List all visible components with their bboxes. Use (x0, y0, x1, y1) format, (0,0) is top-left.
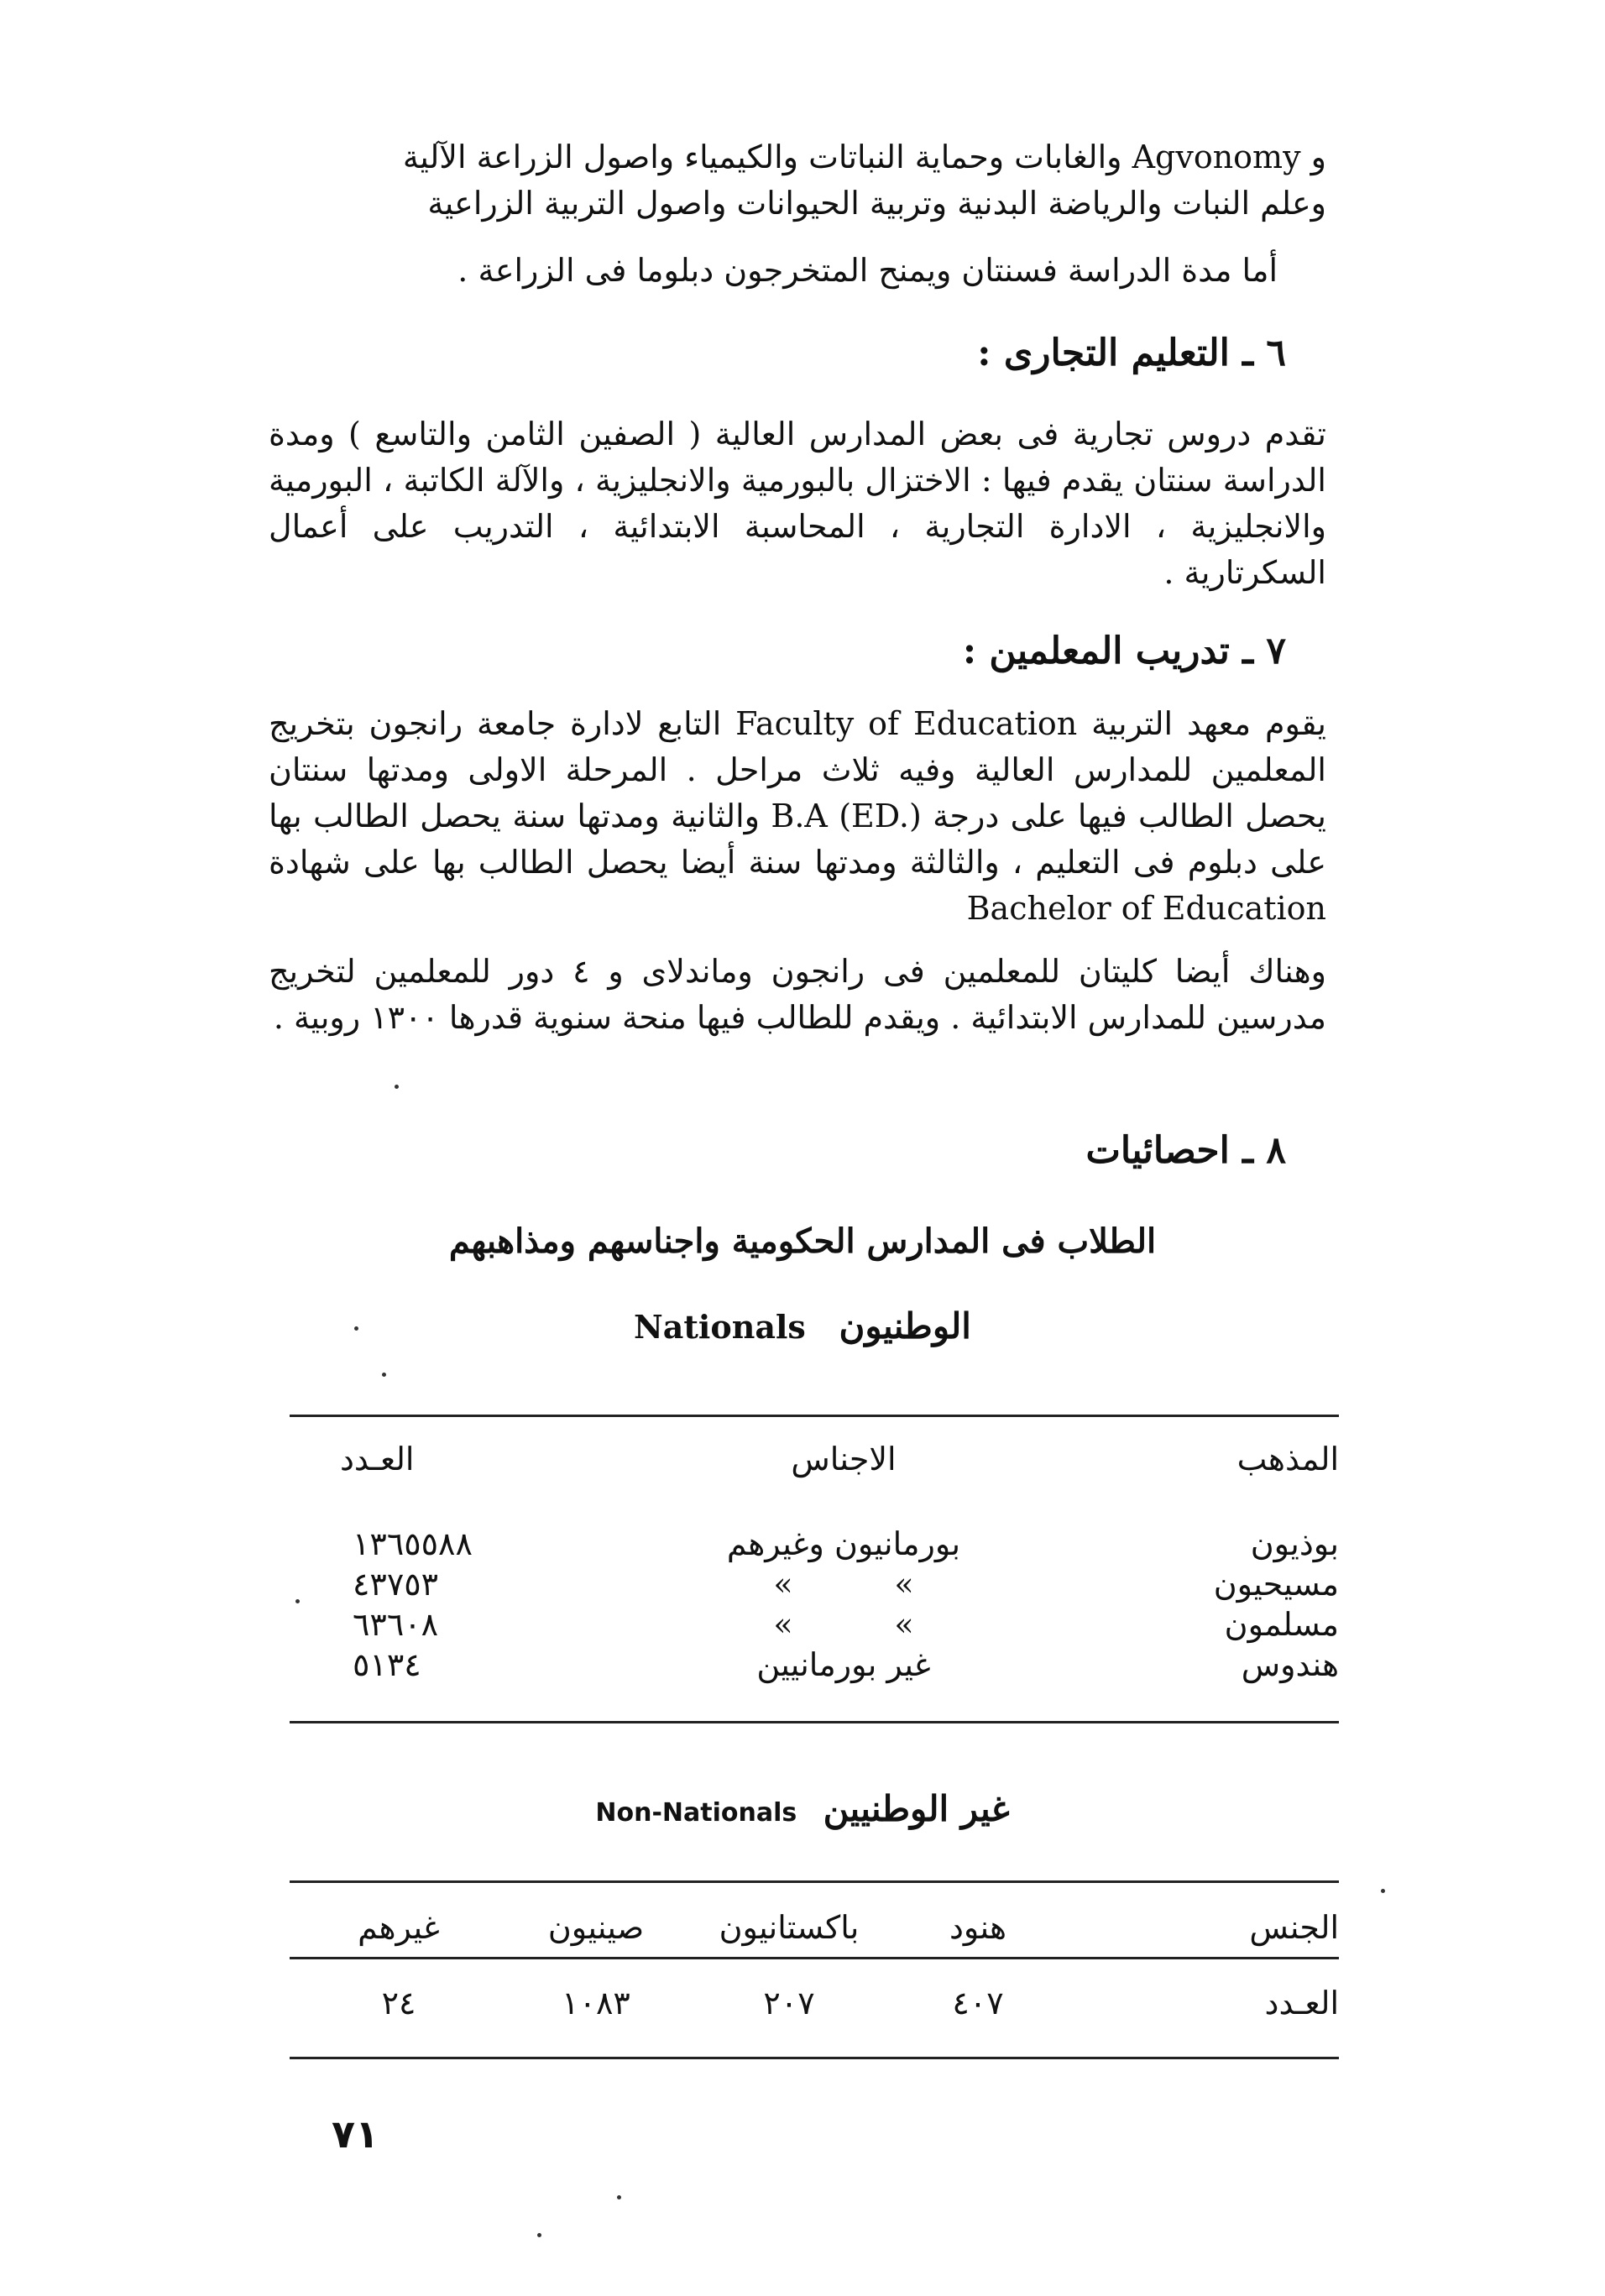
race-cell: » » (773, 1606, 914, 1643)
section-8-heading: ٨ ـ احصائيات (1085, 1129, 1286, 1172)
statistics-table-title: الطلاب فى المدارس الحكومية واجناسهم ومذاهبهم (448, 1221, 1157, 1261)
header-religion: المذهب (1236, 1440, 1339, 1477)
header-sex: الجنس (1249, 1909, 1339, 1947)
nationals-title-en: Nationals (634, 1308, 806, 1346)
count-pakistanis: ٢٠٧ (763, 1984, 815, 2021)
section-7-heading: ٧ ـ تدريب المعلمين : (962, 630, 1286, 672)
count-cell: ٥١٣٤ (353, 1646, 421, 1683)
count-cell: ١٣٦٥٥٨٨ (353, 1525, 473, 1562)
section-7-paragraph-2: وهناك أيضا كليتان للمعلمين فى رانجون وماندلاى و ٤ دور للمعلمين لتخريج مدرسين للمدارس الابتدائية . ويقدم للطالب فيها منحة سنوية قدرها ١٣٠٠ روبية . (269, 953, 1326, 1036)
header-chinese: صينيون (547, 1909, 645, 1947)
scan-speck (1381, 1889, 1385, 1893)
section-6-heading: ٦ ـ التعليم التجارى : (977, 332, 1286, 374)
non-nationals-title-ar: غير الوطنيين (823, 1788, 1010, 1829)
religion-cell: مسلمون (1224, 1606, 1339, 1643)
nationals-header-row (290, 1427, 1339, 1490)
count-chinese: ١٠٨٣ (562, 1984, 630, 2021)
nationals-table (290, 1427, 1339, 1685)
non-nationals-title-en: Non-Nationals (595, 1798, 797, 1828)
non-nationals-top-rule (290, 1880, 1339, 1883)
table-row (290, 1524, 1339, 1564)
intro-line-2: وعلم النبات والرياضة البدنية وتربية الحيوانات واصول التربية الزراعية (427, 185, 1326, 222)
table-row (290, 1604, 1339, 1645)
intro-duration: أما مدة الدراسة فسنتان ويمنح المتخرجون دبلوما فى الزراعة . (457, 252, 1278, 289)
religion-cell: مسيحيون (1213, 1566, 1339, 1603)
header-count: العـدد (340, 1440, 415, 1477)
scan-speck (537, 2233, 541, 2237)
count-cell: ٤٣٧٥٣ (353, 1566, 439, 1603)
count-others: ٢٤ (381, 1984, 416, 2021)
nationals-title-ar: الوطنيون (839, 1305, 971, 1347)
table-row (290, 1645, 1339, 1685)
race-cell: بورمانيون وغيرهم (726, 1525, 961, 1562)
race-cell: » » (773, 1566, 914, 1603)
nationals-title (0, 1305, 1605, 1347)
page-number: ٧١ (332, 2111, 379, 2157)
section-7-paragraph-1: يقوم معهد التربية Faculty of Education التابع لادارة جامعة رانجون بتخريج المعلمين للمدارس العالية وفيه ثلاث مراحل . المرحلة الاولى ومدتها سنتان يحصل الطالب فيها على درجة B.A (ED.) والثانية ومدتها سنة يحصل الطالب بها على دبلوم فى التعليم ، والثالثة ومدتها سنة أيضا يحصل الطالب بها على شهادة Bachelor of Education (269, 705, 1326, 927)
nationals-top-rule (290, 1415, 1339, 1417)
scan-speck (382, 1373, 386, 1377)
count-label: العـدد (1264, 1984, 1339, 2021)
count-cell: ٦٣٦٠٨ (353, 1606, 439, 1643)
scan-speck (354, 1326, 358, 1331)
count-indians: ٤٠٧ (952, 1984, 1004, 2021)
non-nationals-table (290, 1899, 1339, 2028)
non-nationals-title (0, 1788, 1605, 1829)
religion-cell: هندوس (1241, 1646, 1339, 1683)
header-pakistanis: باكستانيون (719, 1909, 860, 1947)
scan-speck (395, 1085, 399, 1089)
intro-line-1: و Agvonomy والغابات وحماية النباتات والكيمياء واصول الزراعة الآلية (402, 139, 1326, 175)
nationals-bottom-rule (290, 1721, 1339, 1723)
table-row (290, 1564, 1339, 1604)
header-race: الاجناس (791, 1440, 897, 1477)
non-nationals-header-row (290, 1899, 1339, 1958)
scan-speck (617, 2195, 621, 2199)
non-nationals-count-row (290, 1978, 1339, 2028)
header-others: غيرهم (358, 1909, 440, 1947)
religion-cell: بوذيون (1250, 1525, 1339, 1562)
section-6-paragraph: تقدم دروس تجارية فى بعض المدارس العالية ( الصفين الثامن والتاسع ) ومدة الدراسة سنتان يقدم فيها : الاختزال بالبورمية والانجليزية ، والآلة الكاتبة ، البورمية والانجليزية ، الادارة التجارية ، المحاسبة الابتدائية ، التدريب على أعمال السكرتارية . (269, 416, 1326, 591)
race-cell: غير بورمانيين (756, 1646, 931, 1683)
header-indians: هنود (949, 1909, 1007, 1947)
non-nationals-bottom-rule (290, 2057, 1339, 2059)
scan-speck (295, 1599, 300, 1603)
